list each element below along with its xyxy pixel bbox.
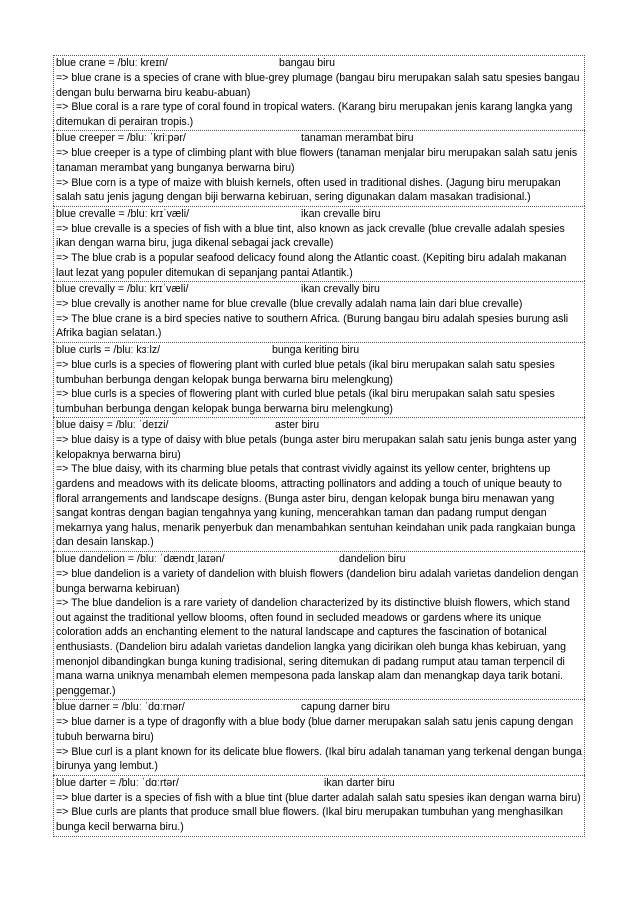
entry-term: blue crane = /bluː kreɪn/: [56, 57, 168, 69]
dictionary-page: [53, 55, 585, 837]
entry-blue-crevally: [53, 281, 585, 342]
entry-translation: bunga keriting biru: [272, 343, 360, 356]
entry-example: => Blue curl is a plant known for its delicate blue flowers. (Ikal biru adalah tanaman yang terkenal dengan bunga birunya yang lembut.): [56, 745, 582, 773]
entry-blue-creeper: [53, 130, 585, 205]
entry-blue-crevalle: [53, 206, 585, 281]
entry-term: blue darner = /bluː ˈdɑːrnər/: [56, 701, 185, 714]
entry-translation: ikan crevalle biru: [301, 207, 381, 220]
entry-example: => The blue daisy, with its charming blue petals that contrast vividly against its yellow center, brightens up gardens and meadows with its delicate blooms, attracting pollinators and adding a touch of unique beauty to floral arrangements and landscape designs. (Bunga aster biru, dengan kelopak bunga biru menawan yang sangat kontras dengan bagian tengahnya yang kuning, mencerahkan taman dan padang rumput dengan mekarnya yang halus, menarik penyerbuk dan menambahkan sentuhan keindahan unik pada rangkaian bunga dan desain lanskap.): [56, 463, 576, 549]
entry-translation: tanaman merambat biru: [301, 132, 414, 145]
entry-example: => Blue coral is a rare type of coral found in tropical waters. (Karang biru merupakan jenis karang langka yang ditemukan di perairan tropis.): [56, 101, 573, 128]
entry-term: blue curls = /bluː kɜːlz/: [56, 343, 161, 356]
entry-blue-curls: [53, 342, 585, 417]
entry-translation: ikan darter biru: [324, 776, 395, 789]
entry-translation: bangau biru: [279, 57, 335, 69]
entry-example: => The blue dandelion is a rare variety of dandelion characterized by its distinctive bluish flowers, which stand out against the traditional yellow blooms, often found in secluded meadows or gardens where its unique coloration adds an enchanting element to the natural landscape and captures the fascination of botanical enthusiasts. (Dandelion biru adalah varietas dandelion langka yang dicirikan oleh bunga khas kebiruan, yang menonjol dibandingkan bunga kuning tradisional, sering ditemukan di padang rumput atau taman terpencil di mana warna uniknya menambah elemen mempesona pada lanskap alam dan menangkap daya tarik botani. penggemar.): [56, 597, 570, 697]
entry-definition: => blue darner is a type of dragonfly with a blue body (blue darner merupakan salah satu jenis capung dengan tubuh berwarna biru): [56, 716, 574, 743]
entry-definition: => blue crevally is another name for blue crevalle (blue crevally adalah nama lain dari blue crevalle): [56, 298, 523, 311]
entry-blue-darter: [53, 775, 585, 837]
entry-definition: => blue crane is a species of crane with blue-grey plumage (bangau biru merupakan salah satu spesies bangau dengan bulu berwarna biru keabu-abuan): [56, 72, 580, 99]
entry-term: blue creeper = /bluː ˈkriːpər/: [56, 132, 186, 145]
entry-blue-dandelion: [53, 551, 585, 699]
entry-definition: => blue curls is a species of flowering plant with curled blue petals (ikal biru merupakan salah satu spesies tumbuhan berbunga dengan kelopak bunga berwarna biru melengkung): [56, 358, 555, 386]
entry-term: blue crevalle = /bluː krɪˈvæli/: [56, 207, 190, 220]
entry-definition: => blue daisy is a type of daisy with blue petals (bunga aster biru merupakan salah satu jenis bunga aster yang kelopaknya berwarna biru): [56, 434, 577, 461]
entry-term: blue darter = /bluː ˈdɑːrtər/: [56, 776, 179, 789]
entry-example: => The blue crane is a bird species native to southern Africa. (Burung bangau biru adalah spesies burung asli Afrika bagian selatan.): [56, 312, 569, 340]
entry-blue-crane: [53, 55, 585, 130]
entry-translation: ikan crevally biru: [301, 283, 380, 296]
entry-definition: => blue darter is a species of fish with a blue tint (blue darter adalah salah satu spesies ikan dengan warna biru): [56, 791, 581, 804]
entry-definition: => blue crevalle is a species of fish with a blue tint, also known as jack crevalle (blue crevalle adalah spesies ikan dengan warna biru, juga dikenal sebagai jack crevalle): [56, 222, 565, 250]
entry-definition: => blue creeper is a type of climbing plant with blue flowers (tanaman menjalar biru merupakan salah satu jenis tanaman merambat yang bunganya berwarna biru): [56, 147, 578, 174]
entry-example: => Blue corn is a type of maize with bluish kernels, often used in traditional dishes. (Jagung biru merupakan salah satu jenis jagung dengan biji berwarna kebiruan, sering digunakan dalam masakan tradisional.): [56, 176, 561, 204]
entry-term: blue daisy = /bluː ˈdeɪzi/: [56, 419, 169, 432]
entry-term: blue dandelion = /bluː ˈdændɪˌlaɪən/: [56, 553, 225, 566]
entry-definition: => blue dandelion is a variety of dandelion with bluish flowers (dandelion biru adalah varietas dandelion dengan bunga berwarna kebiruan): [56, 568, 579, 595]
entry-example: => Blue curls are plants that produce small blue flowers. (Ikal biru merupakan tumbuhan yang menghasilkan bunga kecil berwarna biru.): [56, 806, 564, 833]
entry-blue-daisy: [53, 417, 585, 551]
entry-example: => blue curls is a species of flowering plant with curled blue petals (ikal biru merupakan salah satu spesies tumbuhan berbunga dengan kelopak bunga berwarna biru melengkung): [56, 388, 555, 415]
entry-term: blue crevally = /bluː krɪˈvæli/: [56, 283, 189, 296]
entry-blue-darner: [53, 699, 585, 774]
entry-example: => The blue crab is a popular seafood delicacy found along the Atlantic coast. (Kepiting biru adalah makanan laut lezat yang populer ditemukan di sepanjang pantai Atlantik.): [56, 251, 567, 279]
entry-translation: capung darner biru: [301, 701, 390, 714]
entry-translation: dandelion biru: [339, 553, 406, 566]
entry-translation: aster biru: [275, 419, 320, 432]
